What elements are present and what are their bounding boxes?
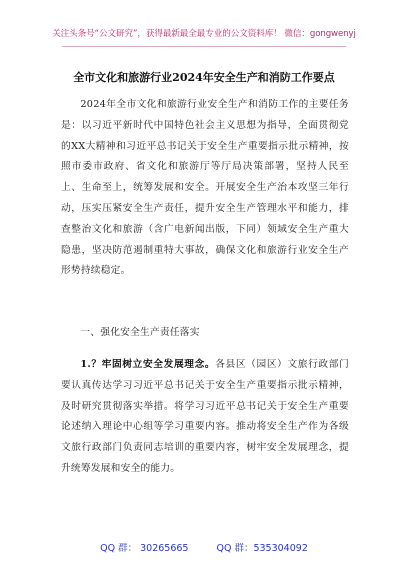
qq-group-1: QQ 群： 30265665: [100, 543, 189, 554]
point-body: 各县区（园区）文旅行政部门要认真传达学习习近平总书记关于安全生产重要指示批示精神，及时研究贯彻落实举措。将学习习近平总书记关于安全生产重要论述纳入理论中心组等学习重要内容。推动将安全生产作为各级文旅行政部门负责同志培训的重要内容，树牢安全发展理念，提升统筹发展和安全的能力。: [61, 359, 349, 474]
point-paragraph: [61, 355, 349, 480]
document-title: 全市文化和旅游行业2024年安全生产和消防工作要点: [73, 71, 335, 84]
section-heading: 一、强化安全生产责任落实: [80, 327, 200, 338]
point-lead: 1.？牢固树立安全发展理念。: [80, 359, 216, 370]
qq-group-2: QQ 群：535304092: [216, 543, 308, 554]
footer-contacts: [0, 543, 408, 555]
header-divider: [62, 46, 346, 47]
header-banner: 关注头条号“公文研究”，获得最新最全最专业的公文资料库！ 微信：gongwenyj: [52, 29, 356, 39]
intro-paragraph: 2024年全市文化和旅游行业安全生产和消防工作的主要任务是：以习近平新时代中国特色社会主义思想为指导，全面贯彻党的XX大精神和习近平总书记关于安全生产重要指示批示精神，按照市委市政府、省文化和旅游厅等厅局决策部署，坚持人民至上、生命至上，统筹发展和安全。开展安全生产治本攻坚三年行动，压实压紧安全生产责任，提升安全生产管理水平和能力，排查整治文化和旅游（含广电新闻出版，下同）领域安全生产重大隐患，坚决防范遏制重特大事故，确保文化和旅游行业安全生产形势持续稳定。: [61, 99, 349, 277]
